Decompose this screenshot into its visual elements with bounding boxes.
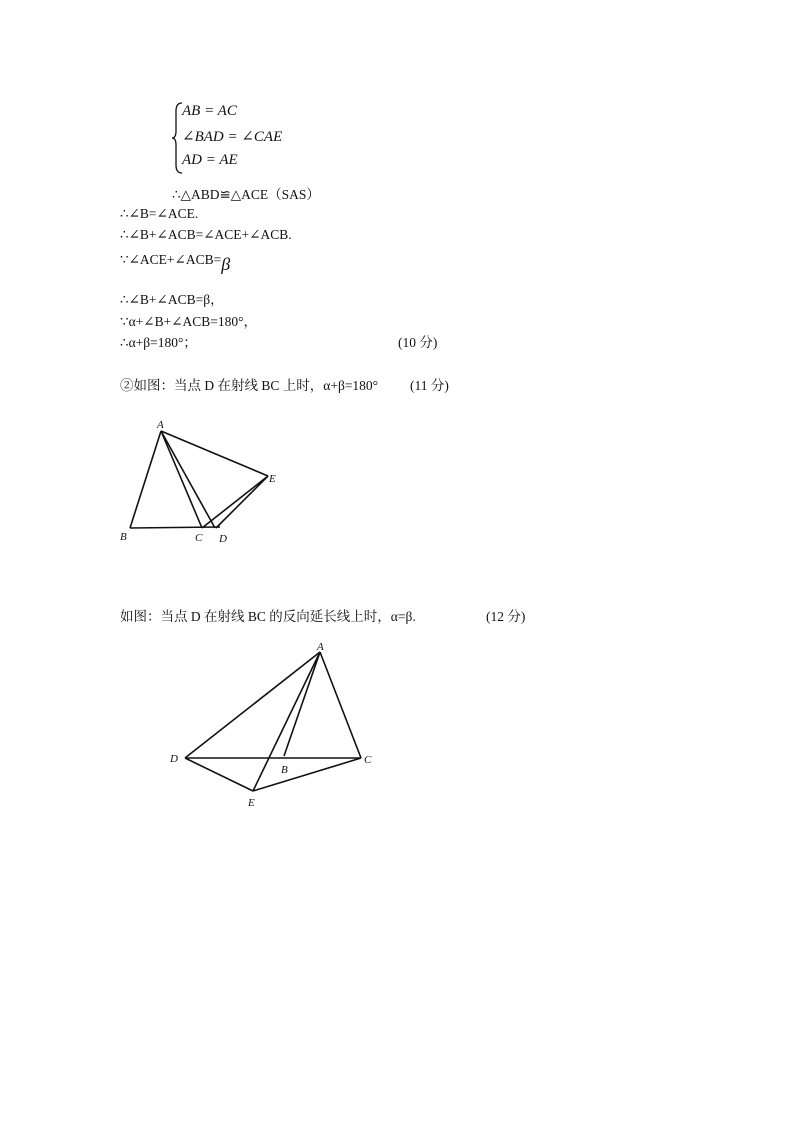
figure-1	[110, 412, 300, 552]
equation-system	[172, 101, 322, 175]
alpha-sum-line: ∵α+∠B+∠ACB=180°，	[120, 314, 258, 329]
score-10: (10 分)	[398, 335, 438, 350]
congruence-line: ∴△ABD≌△ACE（SAS）	[172, 187, 320, 202]
because-text: ∵∠ACE+∠ACB=	[120, 252, 222, 267]
equation-ad-ae: AD = AE	[182, 152, 238, 168]
sum-beta-line: ∴∠B+∠ACB=β，	[120, 292, 224, 307]
because-line	[120, 248, 231, 274]
fig2-label-b: B	[281, 764, 288, 776]
fig1-label-b: B	[120, 531, 127, 543]
score-12: (12 分)	[486, 609, 526, 624]
fig2-label-a: A	[317, 641, 324, 653]
fig2-label-c: C	[364, 754, 372, 766]
angle-sum-line: ∴∠B+∠ACB=∠ACE+∠ACB.	[120, 227, 292, 242]
angle-b-eq-ace-line: ∴∠B=∠ACE.	[120, 206, 199, 221]
fig1-label-c: C	[195, 532, 203, 544]
case-3-text: 如图：当点 D 在射线 BC 的反向延长线上时，α=β.	[120, 609, 416, 624]
fig1-label-d: D	[219, 533, 227, 545]
case-2-text: ②如图：当点 D 在射线 BC 上时，α+β=180°	[120, 378, 379, 393]
fig1-label-e: E	[269, 473, 276, 485]
figure-2	[160, 636, 390, 816]
equation-ab-ac: AB = AC	[182, 103, 237, 119]
score-11: (11 分)	[410, 378, 449, 393]
fig2-label-e: E	[248, 797, 255, 809]
fig2-label-d: D	[170, 753, 178, 765]
fig1-label-a: A	[157, 419, 164, 431]
equation-angle-bad-cae: ∠BAD = ∠CAE	[182, 129, 283, 145]
result-line: ∴α+β=180°；	[120, 335, 197, 350]
beta-symbol: β	[221, 254, 231, 274]
